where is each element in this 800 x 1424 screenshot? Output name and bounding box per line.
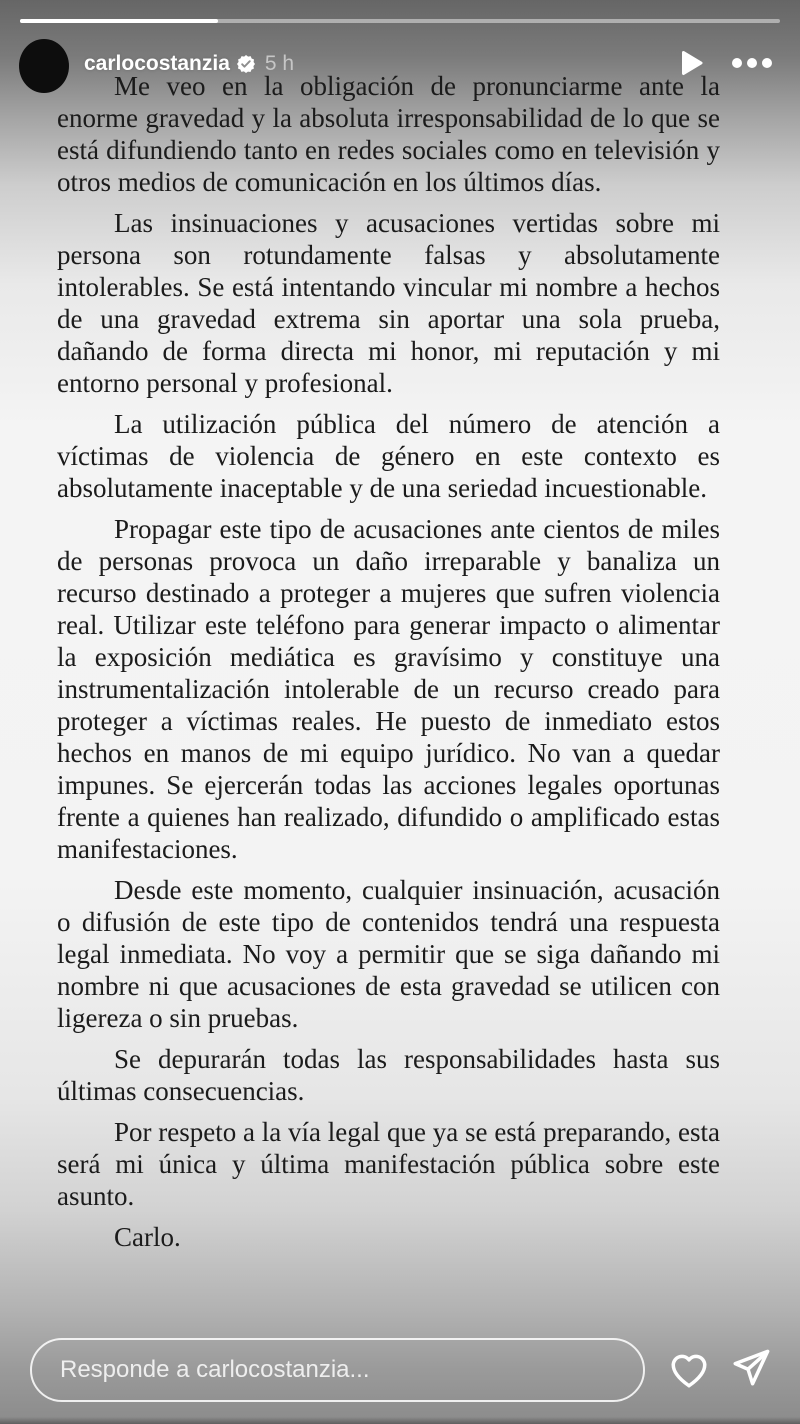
heart-icon <box>668 1349 710 1391</box>
statement-paragraph: Se depurarán todas las responsabilidades hasta sus últimas consecuencias. <box>57 1044 720 1106</box>
statement-paragraph: Me veo en la obligación de pronunciarme ante la enorme gravedad y la absoluta irresponsabilidad de lo que se está difundiendo tanto en redes sociales como en televisión y otros medios de comunicación en los últimos días. <box>57 71 720 197</box>
reply-input[interactable] <box>32 1340 643 1400</box>
statement-paragraph: Por respeto a la vía legal que ya se está preparando, esta será mi única y última manifestación pública sobre este asunto. <box>57 1117 720 1211</box>
like-button[interactable] <box>668 1349 710 1391</box>
reply-pill <box>30 1338 645 1402</box>
share-button[interactable] <box>730 1347 772 1389</box>
username[interactable]: carlocostanzia <box>84 52 230 75</box>
story-progress-fill <box>20 19 218 23</box>
more-options-button[interactable] <box>732 54 772 72</box>
dot-icon <box>732 58 742 68</box>
statement-paragraph: Las insinuaciones y acusaciones vertidas sobre mi persona son rotundamente falsas y absolutamente intolerables. Se está intentando vincular mi nombre a hechos de una gravedad extrema sin aportar una sola prueba, dañando de forma directa mi honor, mi reputación y mi entorno personal y profesional. <box>57 208 720 398</box>
dot-icon <box>762 58 772 68</box>
statement-signature: Carlo. <box>114 1222 181 1252</box>
paper-plane-icon <box>730 1347 772 1389</box>
story-timestamp: 5 h <box>264 52 295 75</box>
story-progress-bar <box>20 19 780 23</box>
statement-paragraph: Desde este momento, cualquier insinuación, acusación o difusión de este tipo de contenidos tendrá una respuesta legal inmediata. No voy a permitir que se siga dañando mi nombre ni que acusaciones de esta gravedad se utilicen con ligereza o sin pruebas. <box>57 875 720 1033</box>
statement-paragraph: La utilización pública del número de atención a víctimas de violencia de género en este contexto es absolutamente inaceptable y de una seriedad incuestionable. <box>57 409 720 503</box>
statement-paragraph: Propagar este tipo de acusaciones ante cientos de miles de personas provoca un daño irreparable y banaliza un recurso destinado a proteger a mujeres que sufren violencia real. Utilizar este teléfono para generar impacto o alimentar la exposición mediática es gravísimo y constituye una instrumentalización intolerable de un recurso creado para proteger a víctimas reales. He puesto de inmediato estos hechos en manos de mi equipo jurídico. No van a quedar impunes. Se ejercerán todas las acciones legales oportunas frente a quienes han realizado, difundido o amplificado estas manifestaciones. <box>57 514 720 864</box>
dot-icon <box>747 58 757 68</box>
statement-text <box>57 70 720 1262</box>
